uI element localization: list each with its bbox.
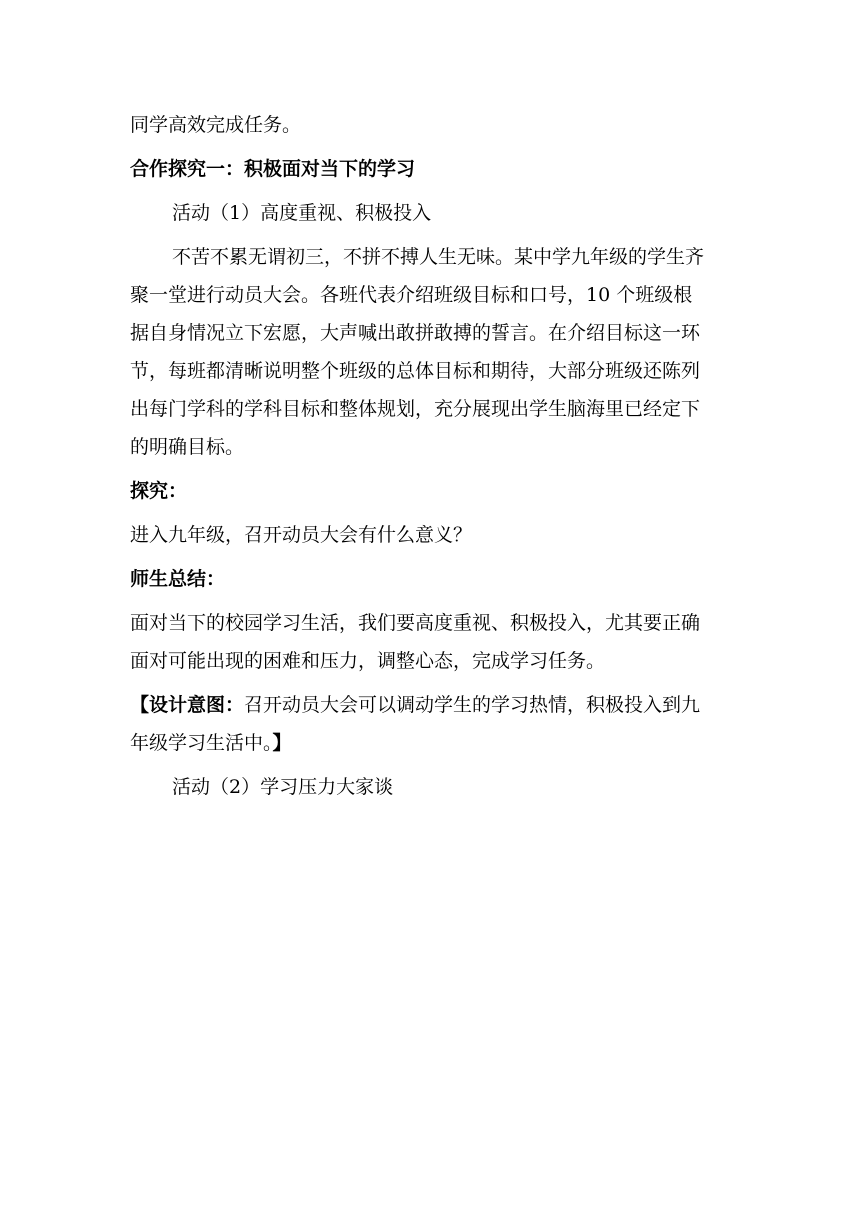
design-intent-line [130, 686, 732, 724]
activity-1-paragraph [130, 238, 732, 466]
paragraph-line: 聚一堂进行动员大会。各班代表介绍班级目标和口号，10 个班级根 [130, 284, 693, 306]
section-heading: 合作探究一：积极面对当下的学习 [130, 158, 416, 180]
summary-paragraph [130, 604, 732, 680]
design-intent-label: 【设计意图： [130, 694, 245, 716]
activity-2-title: 活动（2）学习压力大家谈 [172, 776, 394, 798]
design-intent-text: 召开动员大会可以调动学生的学习热情，积极投入到九 [244, 694, 701, 716]
design-intent-text: 年级学习生活中。 [130, 732, 273, 754]
explore-question: 进入九年级，召开动员大会有什么意义？ [130, 524, 473, 546]
explore-heading: 探究： [130, 480, 188, 502]
design-intent-line [130, 724, 732, 762]
paragraph-line: 面对当下的校园学习生活，我们要高度重视、积极投入，尤其要正确 [130, 612, 701, 634]
paragraph-line: 的明确目标。 [130, 436, 245, 458]
paragraph-line: 据自身情况立下宏愿，大声喊出敢拼敢搏的誓言。在介绍目标这一环 [130, 322, 701, 344]
paragraph-line: 不苦不累无谓初三，不拼不搏人生无味。某中学九年级的学生齐 [172, 246, 705, 268]
continuation-line: 同学高效完成任务。 [130, 114, 302, 136]
paragraph-line: 节，每班都清晰说明整个班级的总体目标和期待，大部分班级还陈列 [130, 360, 701, 382]
summary-heading: 师生总结： [130, 568, 226, 590]
paragraph-line: 出每门学科的学科目标和整体规划，充分展现出学生脑海里已经定下 [130, 398, 701, 420]
document-page [130, 106, 732, 806]
design-intent-close: 】 [272, 732, 292, 754]
design-intent [130, 686, 732, 762]
paragraph-line: 面对可能出现的困难和压力，调整心态，完成学习任务。 [130, 650, 606, 672]
activity-1-title: 活动（1）高度重视、积极投入 [172, 202, 432, 224]
